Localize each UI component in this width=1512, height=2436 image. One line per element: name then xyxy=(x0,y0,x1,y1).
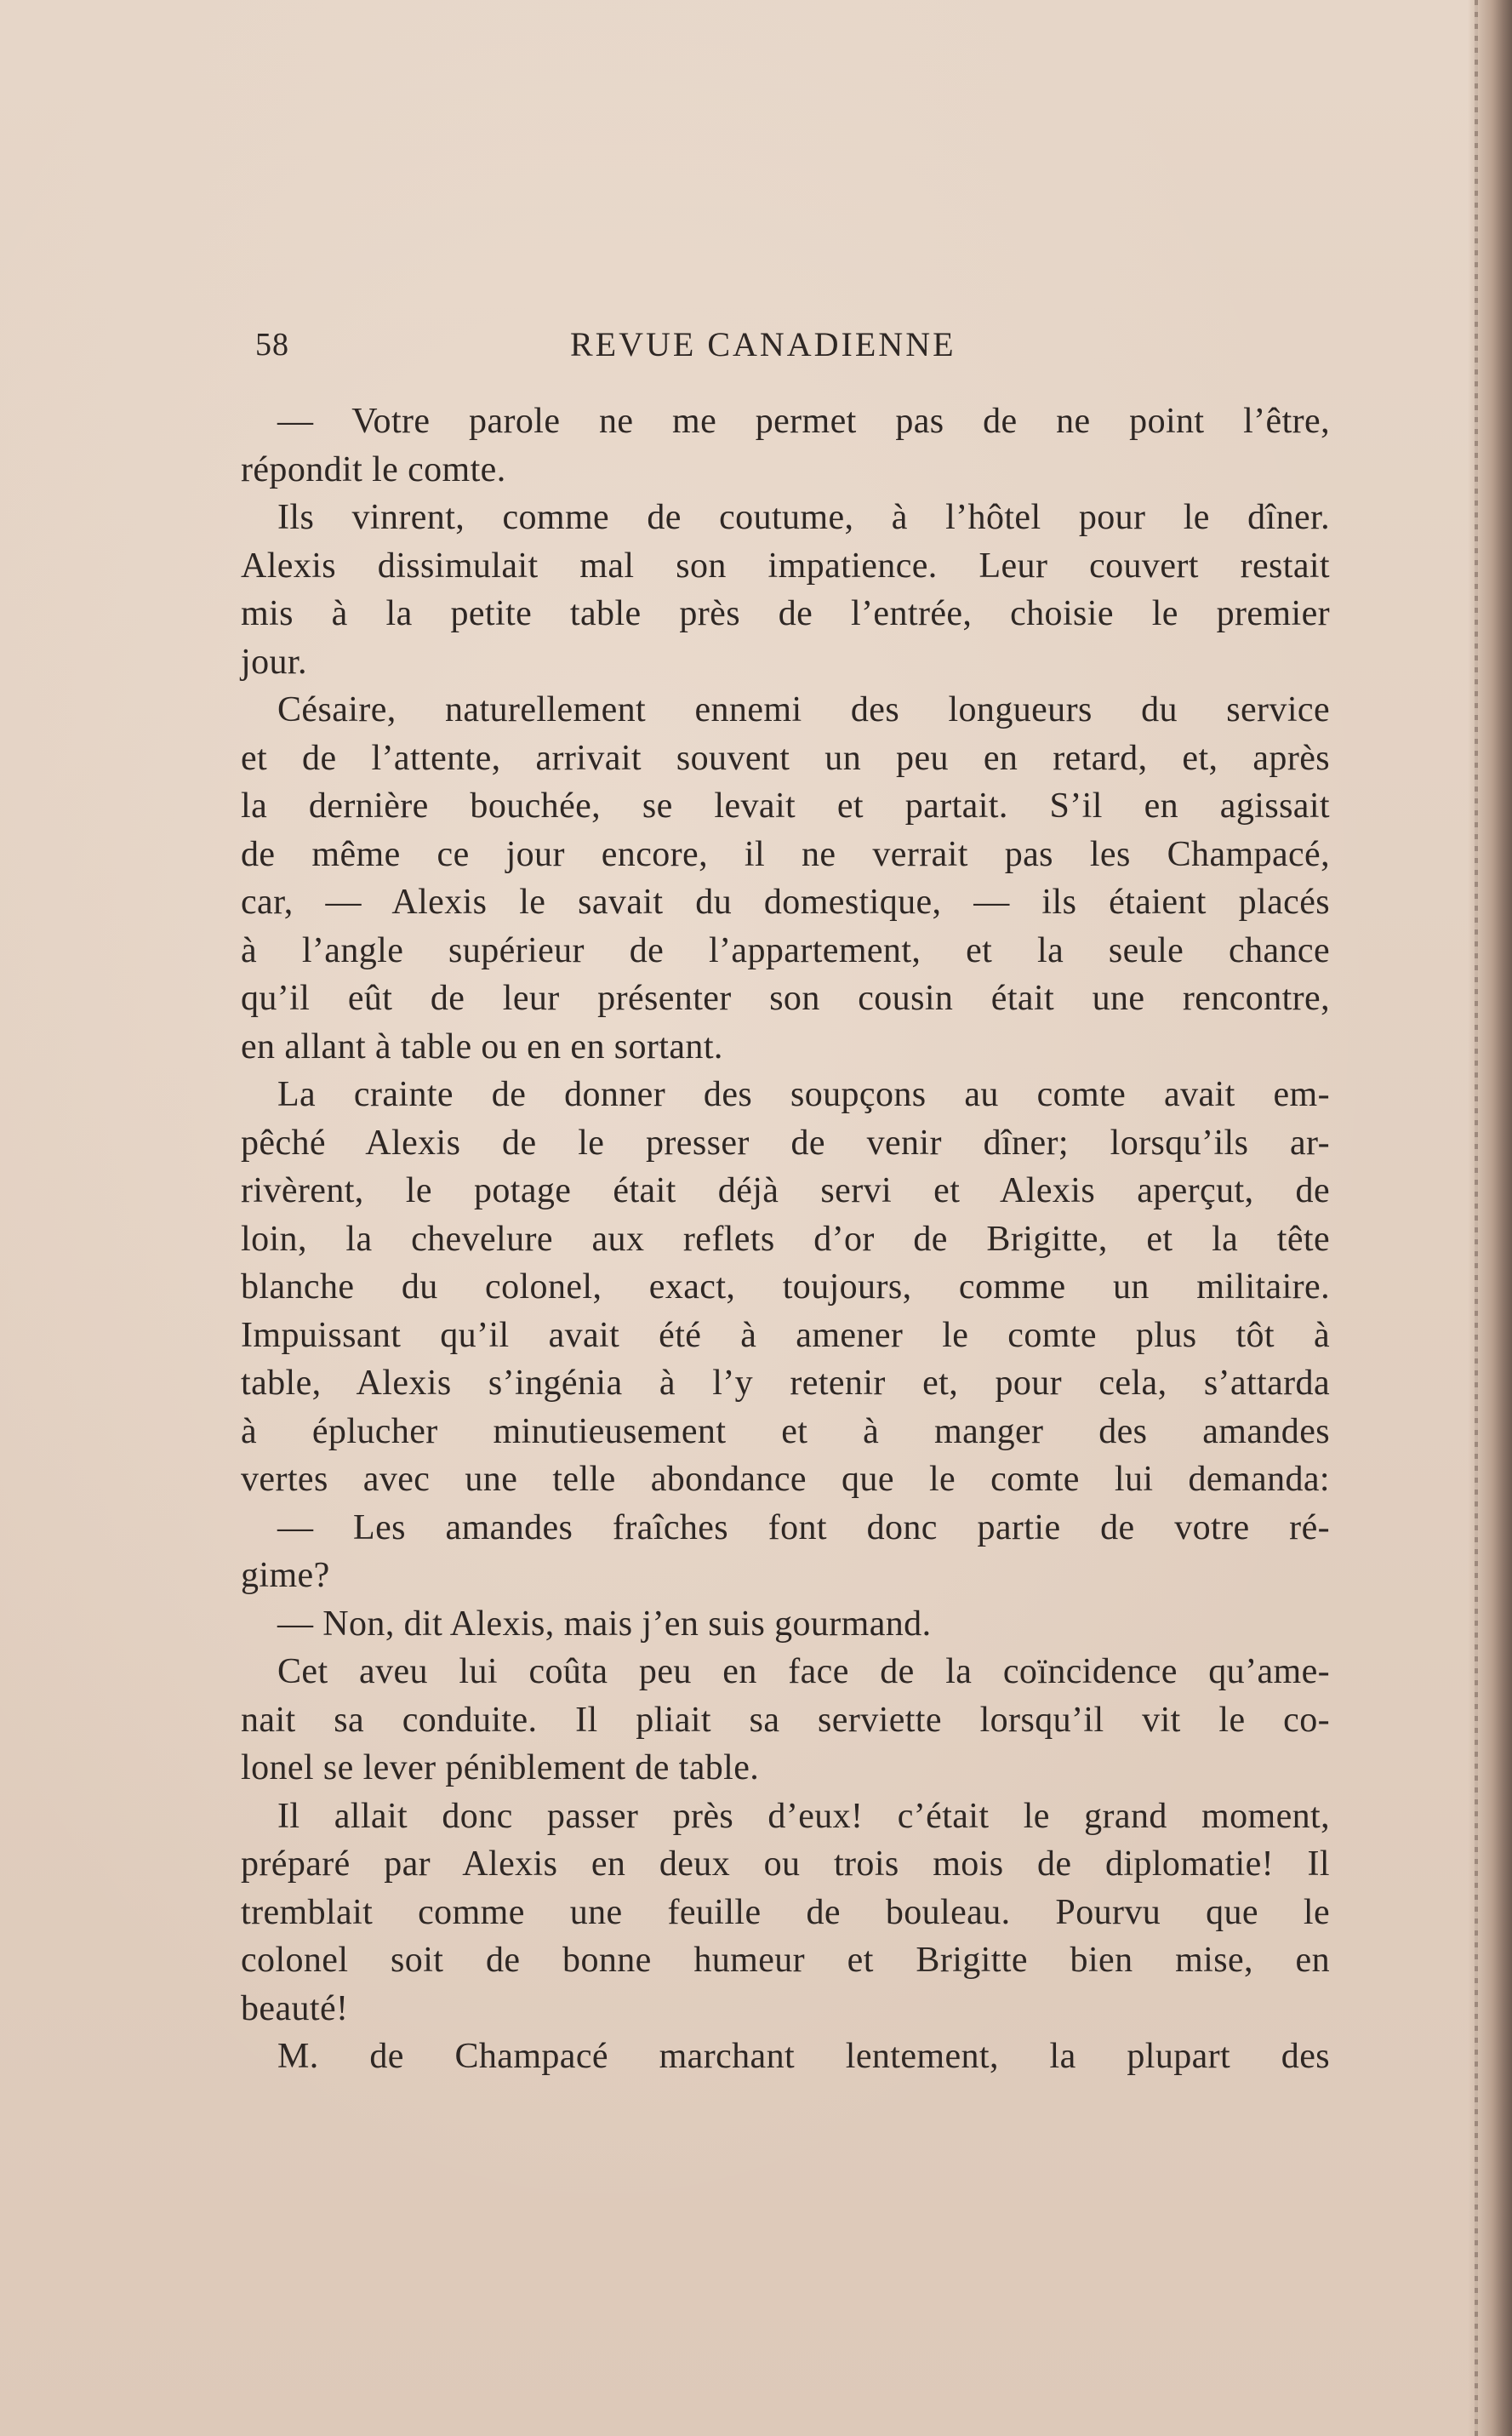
text-line: qu’il eût de leur présenter son cousin était une rencontre, xyxy=(241,979,1330,1018)
text-line: blanche du colonel, exact, toujours, comme un militaire. xyxy=(241,1267,1330,1307)
text-line: rivèrent, le potage était déjà servi et Alexis aperçut, de xyxy=(241,1171,1330,1210)
text-line: table, Alexis s’ingénia à l’y retenir et, pour cela, s’attarda xyxy=(241,1364,1330,1403)
running-head: REVUE CANADIENNE xyxy=(570,325,956,363)
text-line: car, — Alexis le savait du domestique, — ils étaient placés xyxy=(241,883,1330,922)
text-line: de même ce jour encore, il ne verrait pas les Champacé, xyxy=(241,834,1330,874)
text-line: M. de Champacé marchant lentement, la plupart des xyxy=(277,2037,1330,2076)
text-line: nait sa conduite. Il pliait sa serviette lorsqu’il vit le co- xyxy=(241,1700,1330,1740)
text-line: beauté! xyxy=(241,1988,349,2028)
text-line: Il allait donc passer près d’eux! c’était le grand moment, xyxy=(277,1796,1330,1836)
page-header xyxy=(255,319,1329,370)
text-line: la dernière bouchée, se levait et partait. S’il en agissait xyxy=(241,786,1330,826)
text-line: colonel soit de bonne humeur et Brigitte bien mise, en xyxy=(241,1941,1330,1980)
text-line: lonel se lever péniblement de table. xyxy=(241,1748,760,1787)
text-line: — Votre parole ne me permet pas de ne point l’être, xyxy=(277,402,1330,441)
text-line: mis à la petite table près de l’entrée, choisie le premier xyxy=(241,594,1330,633)
text-line: et de l’attente, arrivait souvent un peu en retard, et, après xyxy=(241,738,1330,778)
text-line: répondit le comte. xyxy=(241,449,506,489)
text-line: Impuissant qu’il avait été à amener le comte plus tôt à xyxy=(241,1315,1330,1355)
text-line: loin, la chevelure aux reflets d’or de Brigitte, et la tête xyxy=(241,1219,1330,1259)
text-line: Alexis dissimulait mal son impatience. Leur couvert restait xyxy=(241,546,1330,586)
text-line: vertes avec une telle abondance que le comte lui demanda: xyxy=(241,1460,1330,1499)
text-line: préparé par Alexis en deux ou trois mois de diplomatie! Il xyxy=(241,1844,1330,1884)
body-text xyxy=(241,397,1330,2081)
text-line: jour. xyxy=(241,642,307,682)
text-line: — Non, dit Alexis, mais j’en suis gourmand. xyxy=(277,1604,932,1644)
text-line: à l’angle supérieur de l’appartement, et la seule chance xyxy=(241,930,1330,970)
page-number: 58 xyxy=(255,327,289,363)
text-line: tremblait comme une feuille de bouleau. Pourvu que le xyxy=(241,1892,1330,1932)
text-line: Cet aveu lui coûta peu en face de la coïncidence qu’ame- xyxy=(277,1652,1330,1691)
text-line: La crainte de donner des soupçons au comte avait em- xyxy=(277,1075,1330,1114)
page-edge-binding xyxy=(1475,0,1478,2436)
text-line: Césaire, naturellement ennemi des longueurs du service xyxy=(277,690,1330,729)
text-line: en allant à table ou en en sortant. xyxy=(241,1026,723,1066)
text-line: pêché Alexis de le presser de venir dîner; lorsqu’ils ar- xyxy=(241,1123,1330,1163)
text-line: gime? xyxy=(241,1556,330,1595)
text-line: à éplucher minutieusement et à manger des amandes xyxy=(241,1411,1330,1451)
text-line: Ils vinrent, comme de coutume, à l’hôtel pour le dîner. xyxy=(277,498,1330,537)
text-line: — Les amandes fraîches font donc partie de votre ré- xyxy=(277,1507,1330,1547)
